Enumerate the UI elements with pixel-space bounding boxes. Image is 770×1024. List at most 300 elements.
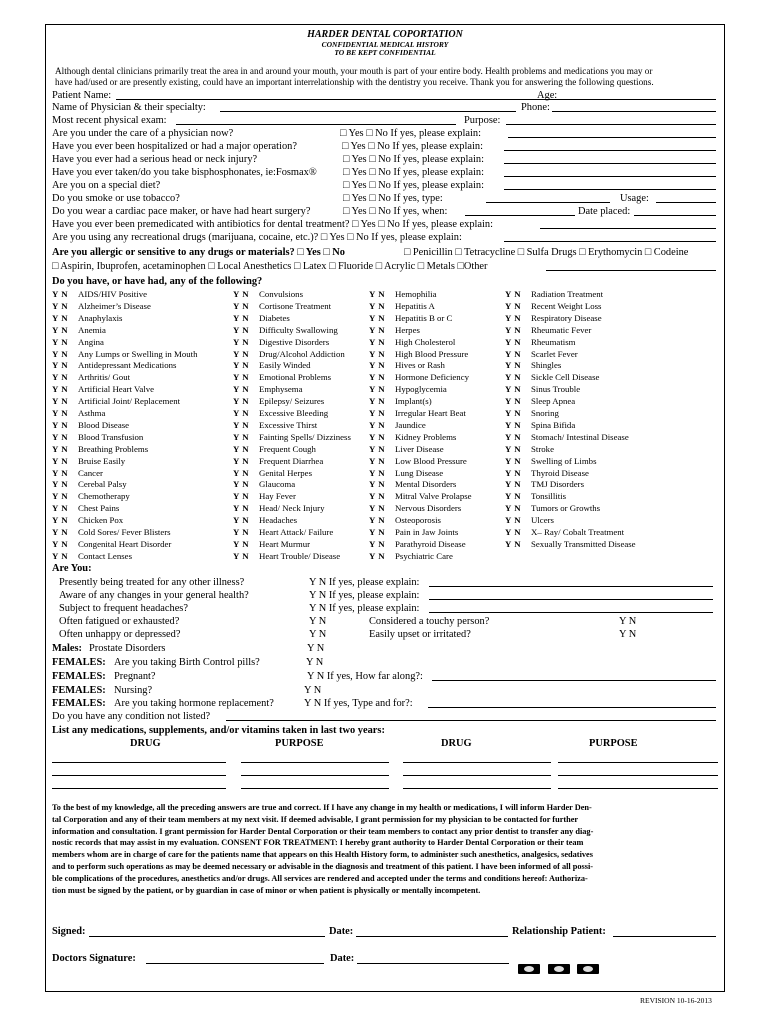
condition-yn[interactable]: Y N	[505, 289, 522, 299]
medication-line[interactable]	[558, 775, 718, 776]
medication-line[interactable]	[403, 788, 551, 789]
condition-item	[52, 491, 130, 502]
condition-item	[369, 312, 453, 324]
condition-yn[interactable]: Y N	[52, 538, 69, 549]
condition-label: Drug/Alcohol Addiction	[259, 348, 345, 359]
condition-yn[interactable]: Y N	[369, 479, 386, 490]
medication-line[interactable]	[558, 762, 718, 763]
are-you-question: Subject to frequent headaches?	[59, 603, 188, 614]
condition-item	[52, 467, 103, 479]
recent-exam-field[interactable]	[176, 115, 456, 125]
allergy-options-2[interactable]: □ Aspirin, Ibuprofen, acetaminophen □ Local Anesthetics □ Latex □ Fluoride □ Acrylic □ Metals □Other	[52, 261, 488, 272]
condition-yn[interactable]: Y N	[505, 312, 522, 323]
meds-title-row	[52, 724, 716, 737]
condition-yn[interactable]: Y N	[233, 503, 250, 514]
condition-item	[369, 503, 462, 514]
condition-yn[interactable]: Y N	[52, 491, 69, 502]
consent-line: nostic records that may assist in my evaluation. CONSENT FOR TREATMENT: I hereby grant authority to Harder Dental Corporation or their team	[52, 838, 584, 848]
condition-yn[interactable]: Y N	[52, 408, 69, 418]
condition-yn[interactable]: Y N	[369, 443, 386, 454]
condition-item	[369, 396, 432, 407]
condition-yn[interactable]: Y N	[233, 289, 250, 299]
condition-label: TMJ Disorders	[531, 479, 585, 490]
purpose-header: PURPOSE	[275, 738, 324, 749]
condition-label: Bruise Easily	[78, 455, 126, 466]
condition-label: Diabetes	[259, 312, 290, 323]
explain-field[interactable]	[504, 167, 716, 177]
condition-item	[505, 372, 600, 383]
condition-item	[233, 538, 311, 550]
date2-field[interactable]	[357, 954, 509, 964]
condition-label: Spina Bifida	[531, 419, 576, 430]
condition-item	[369, 372, 470, 383]
condition-item	[233, 360, 311, 371]
yn-explain[interactable]: Y N If yes, please explain:	[309, 603, 420, 614]
condition-item	[505, 491, 567, 502]
condition-item	[505, 336, 576, 348]
condition-yn[interactable]: Y N	[52, 336, 69, 347]
condition-yn[interactable]: Y N	[233, 408, 250, 418]
condition-yn[interactable]: Y N	[233, 550, 250, 561]
condition-yn[interactable]: Y N	[52, 300, 69, 311]
condition-item	[505, 503, 601, 514]
consent-line: tal Corporation and any of their team members at my next visit. If deemed advisable, I grant permission for my physician to be contacted for further	[52, 814, 579, 824]
physician-row	[52, 101, 716, 114]
unhappy-row	[52, 628, 716, 641]
allergy-other-field[interactable]	[546, 261, 716, 271]
condition-yn[interactable]: Y N	[233, 336, 250, 347]
condition-item	[233, 467, 313, 479]
condition-label: Psychiatric Care	[395, 550, 453, 561]
touchy-yn[interactable]: Y N	[619, 616, 637, 627]
condition-label: Sinus Trouble	[531, 384, 581, 395]
condition-item	[233, 479, 296, 490]
condition-item	[52, 515, 124, 526]
physician-field[interactable]	[220, 102, 516, 112]
condition-yn[interactable]: Y N	[233, 384, 250, 395]
recreational-explain-field[interactable]	[504, 232, 716, 242]
are-you-question: Aware of any changes in your general health?	[59, 590, 249, 601]
condition-yn[interactable]: Y N	[505, 396, 522, 407]
condition-item	[369, 348, 469, 360]
date-placed-field[interactable]	[634, 206, 716, 216]
condition-item	[233, 550, 341, 562]
date-field[interactable]	[356, 927, 508, 937]
purpose-header: PURPOSE	[589, 738, 638, 749]
condition-yn[interactable]: Y N	[369, 419, 386, 430]
condition-item	[52, 384, 155, 395]
condition-yn[interactable]: Y N	[369, 348, 386, 359]
conditions-title-text: Do you have, or have had, any of the following?	[52, 276, 263, 287]
hormone-field[interactable]	[428, 698, 716, 708]
condition-label: Any Lumps or Swelling in Mouth	[78, 348, 198, 359]
females-label: FEMALES:	[52, 685, 106, 696]
condition-label: Hives or Rash	[395, 360, 445, 371]
are-you-title	[52, 562, 716, 575]
recreational-text[interactable]: Are you using any recreational drugs (marijuana, cocaine, etc.)? □ Yes □ No If yes, please explain:	[52, 232, 462, 243]
condition-yn[interactable]: Y N	[505, 467, 522, 478]
condition-item	[52, 336, 104, 348]
condition-label: Emphysema	[259, 384, 303, 395]
other-condition-row	[52, 710, 716, 723]
condition-label: Blood Disease	[78, 419, 130, 430]
condition-yn[interactable]: Y N	[505, 384, 522, 395]
condition-label: Digestive Disorders	[259, 336, 330, 347]
males-question: Prostate Disorders	[89, 643, 166, 654]
condition-yn[interactable]: Y N	[52, 467, 69, 478]
condition-item	[369, 527, 459, 538]
condition-yn[interactable]: Y N	[52, 550, 69, 561]
condition-label: Rheumatism	[531, 336, 576, 347]
condition-item	[369, 300, 435, 312]
condition-item	[233, 408, 329, 419]
medication-line[interactable]	[241, 775, 389, 776]
females-question: Pregnant?	[114, 671, 156, 682]
condition-item	[233, 300, 332, 312]
allergy-question[interactable]: Are you allergic or sensitive to any drugs or materials? □ Yes □ No	[52, 247, 345, 258]
condition-yn[interactable]: Y N	[369, 372, 386, 383]
condition-item	[52, 431, 144, 443]
condition-item	[52, 479, 127, 490]
condition-yn[interactable]: Y N	[369, 396, 386, 407]
condition-label: Alzheimer’s Disease	[78, 300, 151, 311]
condition-item	[233, 348, 345, 360]
condition-yn[interactable]: Y N	[52, 396, 69, 407]
condition-item	[369, 384, 447, 395]
condition-label: High Cholesterol	[395, 336, 456, 347]
condition-yn[interactable]: Y N	[52, 312, 69, 323]
other-condition-field[interactable]	[226, 711, 716, 721]
purpose-field[interactable]	[506, 115, 716, 125]
yes-no-options[interactable]: □ Yes □ No If yes, please explain:	[342, 141, 483, 152]
premedicated-text[interactable]: Have you ever been premedicated with antibiotics for dental treatment? □ Yes □ No If yes, please explain:	[52, 219, 494, 230]
premedicated-explain-field[interactable]	[540, 219, 716, 229]
question-row	[52, 166, 716, 179]
condition-item	[52, 527, 171, 538]
condition-item	[52, 419, 130, 431]
form-button-1[interactable]	[518, 964, 540, 974]
yes-no-options[interactable]: □ Yes □ No If yes, please explain:	[343, 180, 484, 191]
condition-item	[52, 360, 177, 371]
condition-yn[interactable]: Y N	[505, 300, 522, 311]
condition-yn[interactable]: Y N	[233, 491, 250, 502]
condition-yn[interactable]: Y N	[369, 300, 386, 311]
condition-yn[interactable]: Y N	[369, 431, 386, 442]
females-yn[interactable]: Y N If yes, Type and for?:	[304, 698, 413, 709]
condition-yn[interactable]: Y N	[52, 384, 69, 395]
condition-yn[interactable]: Y N	[369, 550, 386, 561]
condition-yn[interactable]: Y N	[52, 419, 69, 430]
usage-field[interactable]	[656, 193, 716, 203]
condition-label: Cancer	[78, 467, 103, 478]
condition-item	[505, 467, 589, 479]
condition-label: Low Blood Pressure	[395, 455, 467, 466]
condition-item	[52, 550, 132, 562]
condition-item	[52, 348, 198, 360]
males-row	[52, 642, 716, 655]
medication-line[interactable]	[52, 775, 226, 776]
condition-label: Radiation Treatment	[531, 289, 604, 299]
condition-yn[interactable]: Y N	[233, 396, 250, 407]
condition-yn[interactable]: Y N	[52, 324, 69, 335]
condition-yn[interactable]: Y N	[233, 419, 250, 430]
condition-yn[interactable]: Y N	[52, 527, 69, 537]
date2-label: Date:	[330, 953, 355, 964]
condition-label: Shingles	[531, 360, 562, 371]
condition-label: Chest Pains	[78, 503, 120, 514]
question-text: Do you wear a cardiac pace maker, or have had heart surgery?	[52, 206, 311, 217]
condition-label: Epilepsy/ Seizures	[259, 396, 325, 407]
form-button-3[interactable]	[577, 964, 599, 974]
condition-label: Heart Murmur	[259, 538, 311, 549]
condition-yn[interactable]: Y N	[505, 372, 522, 383]
condition-label: Easily Winded	[259, 360, 311, 371]
condition-label: Arthritis/ Gout	[78, 372, 131, 383]
condition-label: Cold Sores/ Fever Blisters	[78, 527, 171, 537]
condition-item	[52, 324, 106, 336]
condition-item	[369, 360, 445, 371]
condition-yn[interactable]: Y N	[52, 443, 69, 454]
condition-label: Angina	[78, 336, 104, 347]
condition-yn[interactable]: Y N	[505, 348, 522, 359]
condition-yn[interactable]: Y N	[505, 479, 522, 490]
condition-yn[interactable]: Y N	[52, 515, 69, 526]
condition-yn[interactable]: Y N	[233, 455, 250, 466]
consent-line: tion must be signed by the patient, or by guardian in case of minor or when patient is physically or mentally incompetent.	[52, 885, 481, 895]
yn-explain[interactable]: Y N If yes, please explain:	[309, 590, 420, 601]
condition-item	[505, 360, 562, 371]
condition-yn[interactable]: Y N	[369, 467, 386, 478]
condition-yn[interactable]: Y N	[233, 431, 250, 442]
question-text: Do you smoke or use tobacco?	[52, 193, 180, 204]
explain-field[interactable]	[429, 590, 713, 600]
females-label: FEMALES:	[52, 698, 106, 709]
condition-yn[interactable]: Y N	[505, 443, 522, 454]
condition-yn[interactable]: Y N	[369, 515, 386, 526]
females-yn[interactable]: Y N	[304, 685, 322, 696]
condition-item	[233, 443, 316, 455]
condition-yn[interactable]: Y N	[233, 348, 250, 359]
condition-item	[233, 289, 303, 300]
condition-yn[interactable]: Y N	[505, 527, 522, 537]
question-row	[52, 153, 716, 166]
condition-label: Heart Trouble/ Disease	[259, 550, 341, 561]
condition-yn[interactable]: Y N	[233, 324, 250, 335]
condition-yn[interactable]: Y N	[369, 289, 386, 299]
explain-field[interactable]	[429, 577, 713, 587]
date-label: Date:	[329, 926, 354, 937]
condition-yn[interactable]: Y N	[505, 324, 522, 335]
age-field[interactable]	[559, 90, 716, 100]
condition-yn[interactable]: Y N	[233, 527, 250, 537]
condition-yn[interactable]: Y N	[52, 360, 69, 371]
condition-item	[52, 289, 147, 300]
fatigued-yn[interactable]: Y N	[309, 616, 327, 627]
tobacco-type-field[interactable]	[486, 193, 610, 203]
condition-yn[interactable]: Y N	[233, 479, 250, 490]
unhappy-question: Often unhappy or depressed?	[59, 629, 181, 640]
yn-explain[interactable]: Y N If yes, please explain:	[309, 577, 420, 588]
yes-no-options[interactable]: □ Yes □ No If yes, please explain:	[343, 167, 484, 178]
question-text: Have you ever been hospitalized or had a major operation?	[52, 141, 297, 152]
yes-no-options[interactable]: □ Yes □ No If yes, please explain:	[343, 154, 484, 165]
unhappy-yn[interactable]: Y N	[309, 629, 327, 640]
condition-item	[52, 300, 151, 312]
condition-yn[interactable]: Y N	[52, 503, 69, 514]
condition-yn[interactable]: Y N	[233, 443, 250, 454]
condition-yn[interactable]: Y N	[369, 384, 386, 395]
condition-item	[233, 455, 324, 467]
medication-line[interactable]	[241, 788, 389, 789]
condition-item	[505, 431, 629, 443]
females-row	[52, 684, 716, 697]
condition-label: Hay Fever	[259, 491, 296, 502]
condition-item	[505, 348, 578, 360]
condition-item	[505, 538, 636, 550]
condition-yn[interactable]: Y N	[505, 503, 522, 514]
condition-label: Cortisone Treatment	[259, 300, 332, 311]
premedicated-row	[52, 218, 716, 231]
are-you-row	[52, 589, 716, 602]
yes-no-options[interactable]: □ Yes □ No If yes, when:	[343, 206, 448, 217]
condition-yn[interactable]: Y N	[233, 360, 250, 371]
condition-yn[interactable]: Y N	[369, 324, 386, 335]
relationship-field[interactable]	[613, 927, 716, 937]
condition-item	[369, 431, 457, 443]
condition-label: Mental Disorders	[395, 479, 457, 490]
surgery-when-field[interactable]	[465, 206, 575, 216]
condition-item	[233, 324, 338, 336]
condition-yn[interactable]: Y N	[369, 491, 386, 502]
question-row	[52, 140, 716, 153]
condition-item	[505, 384, 581, 395]
phone-field[interactable]	[552, 102, 716, 112]
females-yn[interactable]: Y N If yes, How far along?:	[307, 671, 423, 682]
condition-label: Sexually Transmitted Disease	[531, 538, 636, 549]
condition-yn[interactable]: Y N	[369, 336, 386, 347]
yes-no-options[interactable]: □ Yes □ No If yes, please explain:	[340, 128, 481, 139]
condition-yn[interactable]: Y N	[233, 372, 250, 383]
condition-item	[233, 515, 298, 526]
question-row	[52, 127, 716, 140]
condition-item	[369, 515, 441, 526]
condition-label: Stomach/ Intestinal Disease	[531, 431, 629, 442]
explain-field[interactable]	[504, 180, 716, 190]
condition-label: Thyroid Disease	[531, 467, 589, 478]
medication-line[interactable]	[241, 762, 389, 763]
doctor-signature-field[interactable]	[146, 954, 324, 964]
explain-field[interactable]	[504, 141, 716, 151]
condition-yn[interactable]: Y N	[233, 467, 250, 478]
condition-yn[interactable]: Y N	[369, 312, 386, 323]
condition-yn[interactable]: Y N	[233, 300, 250, 311]
date-placed-label: Date placed:	[578, 206, 631, 217]
signed-field[interactable]	[89, 927, 325, 937]
condition-label: Osteoporosis	[395, 515, 441, 526]
condition-yn[interactable]: Y N	[369, 503, 386, 514]
pregnant-field[interactable]	[432, 671, 716, 681]
condition-label: Breathing Problems	[78, 443, 149, 454]
condition-yn[interactable]: Y N	[505, 408, 522, 418]
condition-label: Glaucoma	[259, 479, 296, 490]
condition-yn[interactable]: Y N	[369, 455, 386, 466]
condition-item	[233, 503, 325, 514]
females-row	[52, 670, 716, 683]
condition-item	[233, 419, 318, 431]
condition-yn[interactable]: Y N	[52, 431, 69, 442]
medication-line[interactable]	[52, 788, 226, 789]
females-label: FEMALES:	[52, 671, 106, 682]
condition-label: Implant(s)	[395, 396, 432, 407]
condition-yn[interactable]: Y N	[369, 360, 386, 371]
medication-line[interactable]	[403, 775, 551, 776]
condition-yn[interactable]: Y N	[505, 491, 522, 502]
allergy-options[interactable]: □ Penicillin □ Tetracycline □ Sulfa Drugs □ Erythomycin □ Codeine	[404, 247, 689, 258]
condition-label: Head/ Neck Injury	[259, 503, 325, 514]
condition-yn[interactable]: Y N	[505, 515, 522, 526]
explain-field[interactable]	[429, 603, 713, 613]
condition-yn[interactable]: Y N	[233, 515, 250, 526]
condition-yn[interactable]: Y N	[52, 479, 69, 490]
condition-yn[interactable]: Y N	[369, 527, 386, 537]
medication-line[interactable]	[558, 788, 718, 789]
condition-item	[505, 312, 602, 324]
males-yn[interactable]: Y N	[307, 643, 325, 654]
condition-label: Congenital Heart Disorder	[78, 538, 172, 549]
condition-label: Rheumatic Fever	[531, 324, 592, 335]
phone-label: Phone:	[521, 102, 550, 113]
condition-yn[interactable]: Y N	[52, 289, 69, 299]
condition-yn[interactable]: Y N	[505, 419, 522, 430]
condition-label: Chemotherapy	[78, 491, 130, 502]
question-text: Are you on a special diet?	[52, 180, 161, 191]
condition-yn[interactable]: Y N	[369, 538, 386, 549]
condition-yn[interactable]: Y N	[505, 538, 522, 549]
condition-item	[369, 491, 472, 502]
condition-label: High Blood Pressure	[395, 348, 469, 359]
explain-field[interactable]	[504, 154, 716, 164]
condition-label: Hepatitis B or C	[395, 312, 453, 323]
patient-name-field[interactable]	[116, 90, 586, 100]
condition-label: Excessive Thirst	[259, 419, 318, 430]
form-button-2[interactable]	[548, 964, 570, 974]
females-yn[interactable]: Y N	[306, 657, 324, 668]
condition-yn[interactable]: Y N	[505, 336, 522, 347]
condition-label: Frequent Diarrhea	[259, 455, 324, 466]
are-you-question: Presently being treated for any other illness?	[59, 577, 245, 588]
condition-yn[interactable]: Y N	[52, 455, 69, 466]
explain-field[interactable]	[508, 128, 716, 138]
condition-yn[interactable]: Y N	[505, 431, 522, 442]
condition-label: Sleep Apnea	[531, 396, 576, 407]
condition-yn[interactable]: Y N	[505, 455, 522, 466]
medication-line[interactable]	[52, 762, 226, 763]
button-oval-icon	[524, 966, 534, 972]
condition-yn[interactable]: Y N	[233, 538, 250, 549]
condition-yn[interactable]: Y N	[52, 372, 69, 383]
are-you-title-text: Are You:	[52, 563, 92, 574]
medication-line[interactable]	[403, 762, 551, 763]
upset-yn[interactable]: Y N	[619, 629, 637, 640]
condition-yn[interactable]: Y N	[369, 408, 386, 418]
yes-no-options[interactable]: □ Yes □ No If yes, type:	[343, 193, 443, 204]
condition-label: Headaches	[259, 515, 298, 526]
condition-item	[233, 372, 332, 383]
condition-yn[interactable]: Y N	[233, 312, 250, 323]
condition-yn[interactable]: Y N	[505, 360, 522, 371]
condition-yn[interactable]: Y N	[52, 348, 69, 359]
condition-label: Mitral Valve Prolapse	[395, 491, 472, 502]
